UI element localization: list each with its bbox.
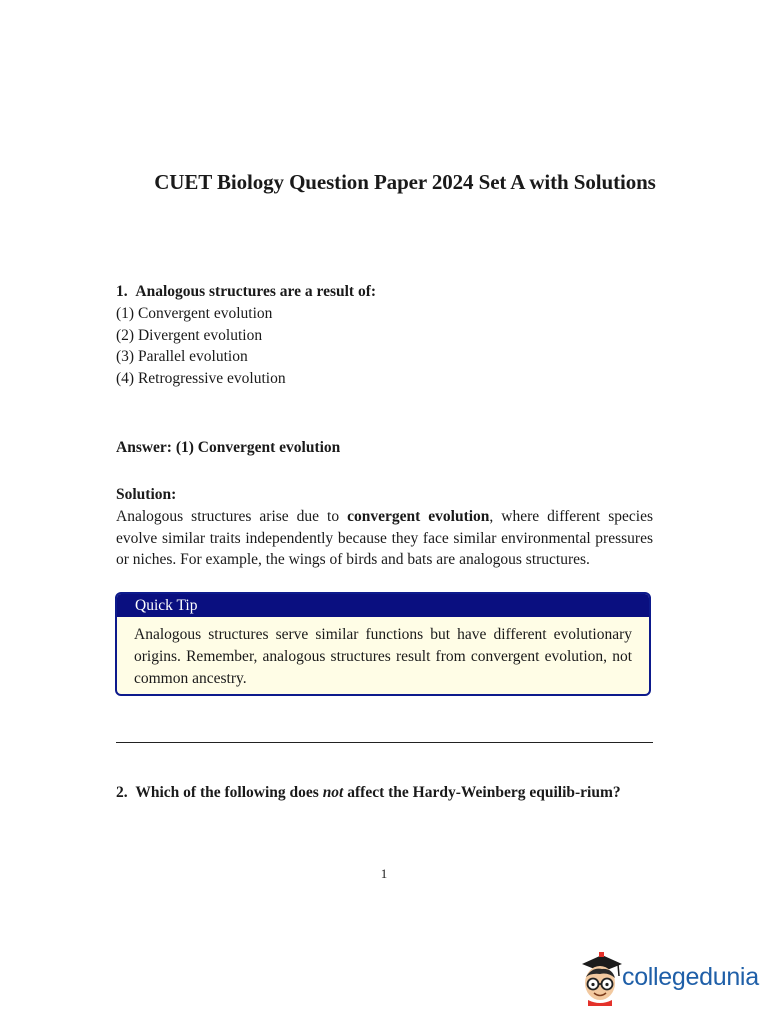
answer-1: Answer: (1) Convergent evolution [116, 439, 341, 456]
question-2 [116, 782, 653, 804]
brand-name: collegedunia [622, 963, 759, 991]
option-4: (4) Retrogressive evolution [116, 370, 286, 388]
solution-heading: Solution: [116, 486, 177, 503]
question-2-text-after: affect the Hardy-Weinberg equilib-rium? [343, 784, 621, 801]
solution-emphasis: convergent evolution [347, 507, 490, 525]
question-2-text-before: Which of the following does [135, 784, 323, 801]
solution-text-after: , where different species evolve similar traits independently because they face similar environmental pressures or niches. For example, the wings of birds and bats are analogous structures. [116, 507, 653, 569]
quick-tip-box [115, 592, 651, 696]
solution-text [116, 506, 653, 571]
question-1-number: 1. [116, 283, 128, 300]
option-1: (1) Convergent evolution [116, 304, 273, 322]
page-number: 1 [380, 866, 388, 881]
solution-1 [116, 484, 653, 571]
question-1 [116, 281, 653, 390]
solution-text-before: Analogous structures arise due to [116, 507, 348, 525]
option-3: (3) Parallel evolution [116, 348, 248, 366]
collegedunia-logo [578, 950, 759, 1006]
question-1-text: Analogous structures are a result of: [135, 283, 377, 300]
mascot-icon [578, 950, 624, 1006]
quick-tip-heading: Quick Tip [117, 594, 649, 617]
question-2-emphasis: not [322, 784, 344, 801]
document-title: CUET Biology Question Paper 2024 Set A with Solutions [154, 170, 656, 194]
question-1-heading [116, 281, 653, 303]
quick-tip-body: Analogous structures serve similar functions but have different evolutionary origins. Remember, analogous structures result from convergent evolution, not common ancestry. [134, 626, 632, 687]
question-2-number: 2. [116, 784, 128, 801]
section-divider [116, 742, 653, 743]
option-2: (2) Divergent evolution [116, 326, 263, 344]
